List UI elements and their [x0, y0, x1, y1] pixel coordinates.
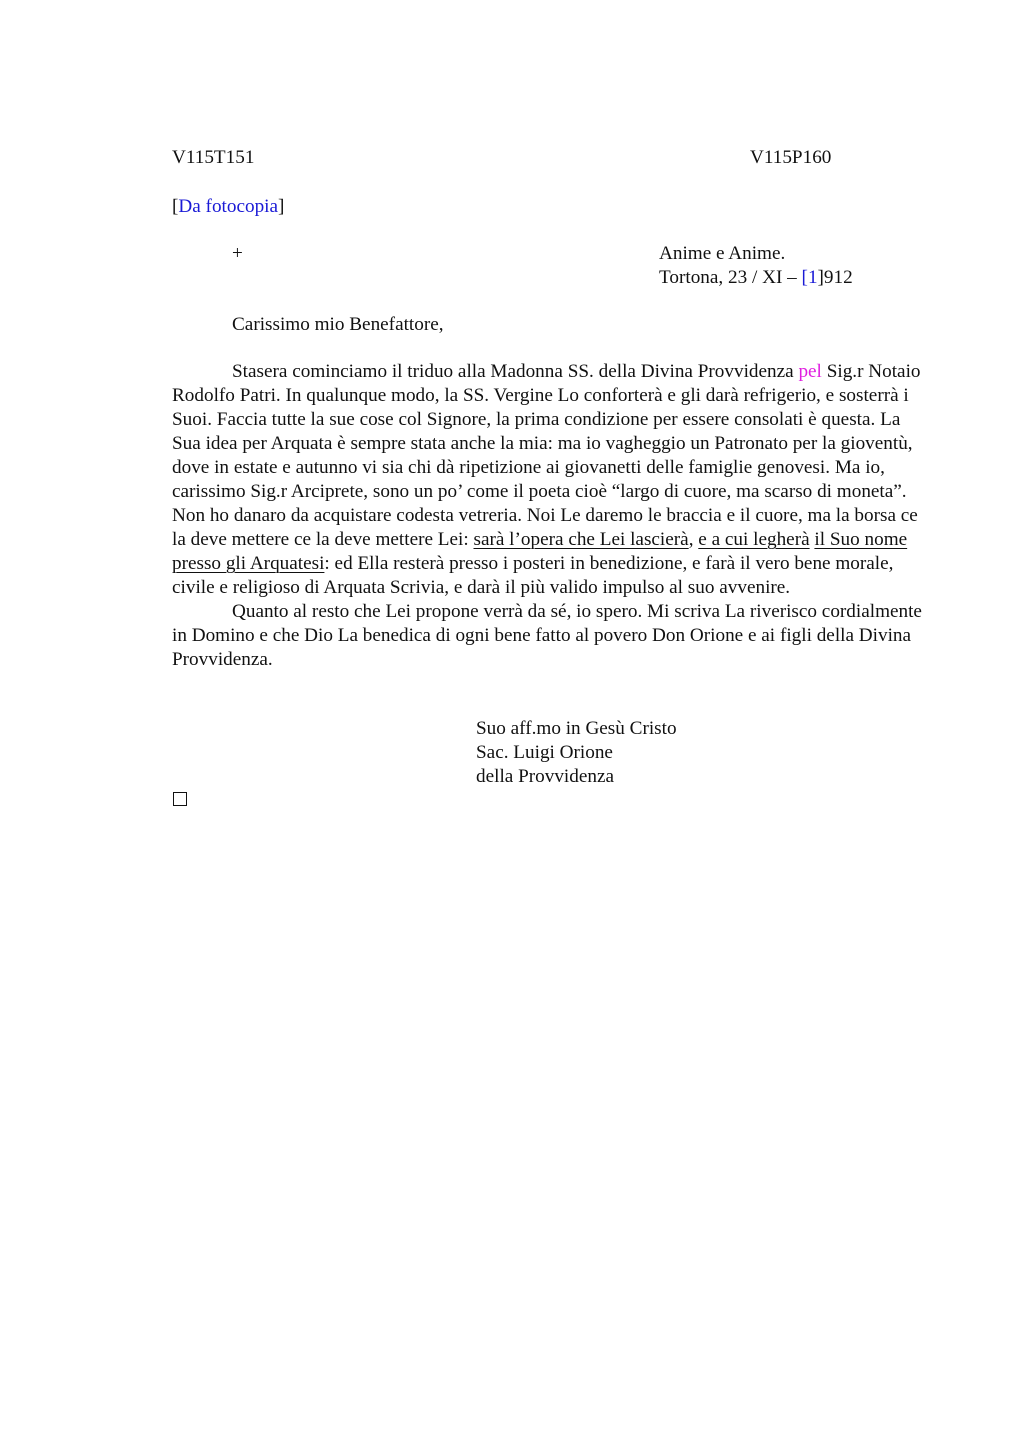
source-bracket-close: ]	[278, 196, 285, 217]
p1-underline-3: il Suo nome presso gli Arquatesi	[172, 529, 908, 574]
square-symbol	[173, 792, 187, 806]
letter-body	[172, 360, 932, 672]
source-note-text: Da fotocopia	[178, 196, 279, 217]
salutation: Carissimo mio Benefattore,	[232, 314, 444, 335]
date-prefix: Tortona, 23 / XI –	[659, 267, 802, 288]
p1-segment-3: : ed Ella resterà presso i posteri in benedizione, e farà il vero bene morale, civile e religioso di Arquata Scrivia, e darà il più valido impulso al suo avvenire.	[172, 553, 894, 598]
left-code: V115T151	[172, 147, 255, 168]
p1-comma: ,	[688, 529, 699, 550]
date-bracket-open: [	[801, 267, 808, 288]
source-bracket-open: [	[172, 196, 179, 217]
closing-line-3: della Provvidenza	[476, 766, 614, 787]
paragraph-1	[172, 360, 932, 600]
closing-signature: Sac. Luigi Orione	[476, 742, 613, 763]
cross-symbol: +	[232, 243, 243, 264]
date-bracket-close: ]	[817, 267, 824, 288]
paragraph-2: Quanto al resto che Lei propone verrà da sé, io spero. Mi scriva La riverisco cordialmente in Domino e che Dio La benedica di ogni bene fatto al povero Don Orione e ai figli della Divina Provvidenza.	[172, 601, 922, 670]
motto: Anime e Anime.	[659, 243, 786, 264]
p1-pel: pel	[798, 361, 822, 382]
closing-line-1: Suo aff.mo in Gesù Cristo	[476, 718, 677, 739]
p1-segment-1: Stasera cominciamo il triduo alla Madonna SS. della Divina Provvidenza	[232, 361, 799, 382]
date-suffix: 912	[823, 267, 853, 288]
date-insert: 1	[807, 267, 818, 288]
right-code: V115P160	[750, 147, 832, 168]
p1-segment-2: Sig.r Notaio Rodolfo Patri. In qualunque modo, la SS. Vergine Lo conforterà e gli darà refrigerio, e sosterrà i Suoi. Faccia tutte la sue cose col Signore, la prima condizione per essere consolati è questa. La Sua idea per Arquata è sempre stata anche la mia: ma io vagheggio un Patronato per la gioventù, dove in estate e autunno vi sia chi dà ripetizione ai giovanetti delle famiglie genovesi. Ma io, carissimo Sig.r Arciprete, sono un po’ come il poeta cioè “largo di cuore, ma scarso di moneta”. Non ho danaro da acquistare codesta vetreria. Noi Le daremo le braccia e il cuore, ma la borsa ce la deve mettere ce la deve mettere Lei:	[172, 361, 921, 550]
p1-underline-2: e a cui legherà	[698, 529, 810, 550]
source-note	[172, 195, 284, 219]
date-line	[659, 266, 853, 290]
p1-underline-1: sarà l’opera che Lei lascierà	[473, 529, 689, 550]
